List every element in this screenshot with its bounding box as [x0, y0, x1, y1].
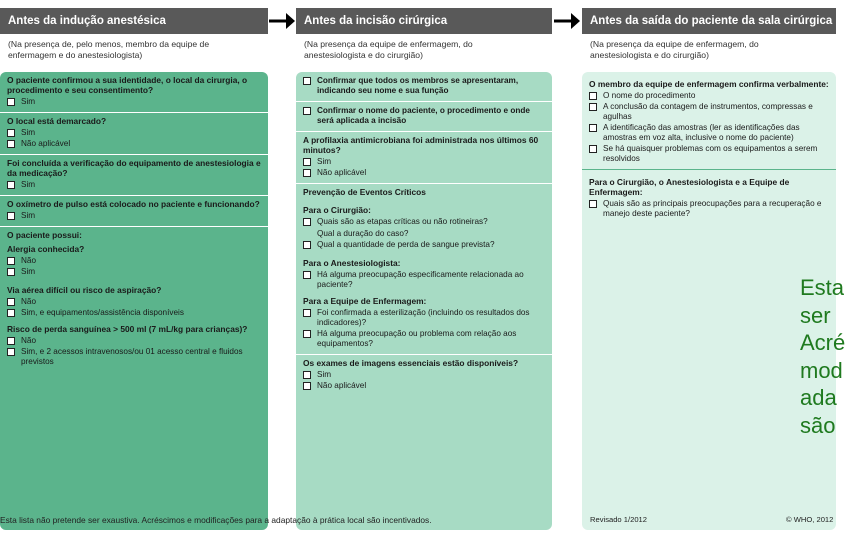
option	[303, 240, 545, 250]
question: O membro da equipe de enfermagem confirma verbalmente:	[589, 79, 829, 89]
section-title: Prevenção de Eventos Críticos	[303, 187, 426, 197]
question: Para o Cirurgião, o Anestesiologista e a Equipe de Enfermagem:	[589, 177, 790, 197]
checkbox[interactable]	[589, 92, 597, 100]
question: A profilaxia antimicrobiana foi administrada nos últimos 60 minutos?	[303, 135, 539, 155]
sub-question: Risco de perda sanguínea > 500 ml (7 mL/kg para crianças)?	[7, 324, 248, 334]
column2-subtitle: (Na presença da equipe de enfermagem, do anestesiologista e do cirurgião)	[304, 39, 473, 60]
option-label: Sim, e 2 acessos intravenosos/ou 01 acesso central e fluidos previstos	[21, 347, 243, 366]
overlay-line: ada	[800, 385, 837, 410]
option	[303, 329, 545, 349]
overlay-line: mod	[800, 357, 843, 383]
checkbox[interactable]	[7, 348, 15, 356]
option	[303, 168, 545, 178]
option-label: Qual a duração do caso?	[317, 229, 409, 238]
checkbox[interactable]	[7, 257, 15, 265]
option	[7, 336, 261, 346]
sub-question: Para o Cirurgião:	[303, 205, 371, 215]
checkbox[interactable]	[303, 382, 311, 390]
copyright-label: © WHO, 2012	[786, 515, 834, 524]
checkbox[interactable]	[7, 181, 15, 189]
option-label: Não	[21, 256, 37, 265]
option-label: Há alguma preocupação especificamente relacionada ao paciente?	[317, 270, 524, 289]
option-label: Quais são as etapas críticas ou não rotineiras?	[317, 217, 488, 226]
c1-section-identity	[0, 72, 268, 113]
option	[303, 270, 545, 290]
arrow-right-icon	[268, 10, 296, 32]
checkbox[interactable]	[303, 241, 311, 249]
checkbox[interactable]	[7, 98, 15, 106]
option-label: Sim	[21, 211, 36, 220]
option	[303, 217, 545, 227]
option	[589, 144, 829, 164]
option	[7, 139, 261, 149]
question: O paciente possui:	[7, 230, 82, 240]
option-label: A identificação das amostras (ler as identificações das amostras em voz alta, inclusive o nome do paciente)	[603, 123, 800, 142]
option	[589, 123, 829, 143]
checkbox[interactable]	[303, 218, 311, 226]
overlay-line: são	[800, 412, 836, 438]
checkbox[interactable]	[303, 158, 311, 166]
option-label: Sim, e equipamentos/assistência disponíveis	[21, 308, 184, 317]
option	[7, 297, 261, 307]
arrow-right-icon	[553, 10, 581, 32]
option	[7, 256, 261, 266]
option	[589, 102, 829, 122]
option	[7, 211, 261, 221]
option	[7, 308, 261, 318]
checkbox[interactable]	[303, 371, 311, 379]
option-label: Não	[21, 297, 37, 306]
checkbox[interactable]	[303, 77, 311, 85]
checkbox[interactable]	[303, 330, 311, 338]
revision-label: Revisado 1/2012	[590, 515, 647, 524]
checkbox[interactable]	[7, 140, 15, 148]
option-label: Qual a quantidade de perda de sangue prevista?	[317, 240, 495, 249]
option-label: Não aplicável	[317, 381, 367, 390]
checkbox[interactable]	[7, 337, 15, 345]
sub-question: Para a Equipe de Enfermagem:	[303, 296, 427, 306]
option	[303, 370, 545, 380]
c2-section-critical-events	[296, 184, 552, 355]
option	[303, 76, 545, 96]
c1-section-oximeter	[0, 196, 268, 227]
option-label: Quais são as principais preocupações para a recuperação e manejo deste paciente?	[603, 199, 822, 218]
overlay-line: Esta	[800, 275, 845, 300]
option	[303, 157, 545, 167]
checkbox[interactable]	[303, 309, 311, 317]
option-label: Sim	[317, 370, 332, 379]
option	[303, 106, 545, 126]
checkbox[interactable]	[7, 298, 15, 306]
c2-section-team	[296, 72, 552, 102]
checkbox[interactable]	[589, 200, 597, 208]
overlay-text	[800, 274, 851, 439]
option	[7, 128, 261, 138]
option-label: Sim	[21, 97, 36, 106]
c2-section-imaging	[296, 355, 552, 396]
option	[7, 347, 261, 367]
option-label: A conclusão da contagem de instrumentos, compressas e agulhas	[603, 102, 813, 121]
checkbox[interactable]	[7, 268, 15, 276]
option-label: Confirmar que todos os membros se apresentaram, indicando seu nome e sua função	[317, 76, 519, 95]
option	[7, 267, 261, 277]
option-label: Confirmar o nome do paciente, o procedimento e onde será aplicada a incisão	[317, 106, 530, 125]
option-label: Sim	[21, 128, 36, 137]
overlay-line: ser	[800, 302, 831, 328]
c1-section-site	[0, 113, 268, 155]
option-label: Não aplicável	[21, 139, 71, 148]
option-label: Sim	[21, 180, 36, 189]
c2-section-prophylaxis	[296, 132, 552, 184]
checkbox[interactable]	[589, 103, 597, 111]
question: O paciente confirmou a sua identidade, o local da cirurgia, o procedimento e seu consentimento?	[7, 75, 248, 95]
question: Os exames de imagens essenciais estão disponíveis?	[303, 358, 519, 368]
option-label: Sim	[317, 157, 332, 166]
option	[589, 199, 829, 219]
checkbox[interactable]	[589, 145, 597, 153]
checkbox[interactable]	[589, 124, 597, 132]
checkbox[interactable]	[303, 107, 311, 115]
option-label: Não	[21, 336, 37, 345]
question: Foi concluída a verificação do equipamento de anestesiologia e da medicação?	[7, 158, 261, 178]
question: O local está demarcado?	[7, 116, 107, 126]
column1-header: Antes da indução anestésica	[0, 8, 268, 34]
c1-section-equipment	[0, 155, 268, 196]
option-label: Há alguma preocupação ou problema com relação aos equipamentos?	[317, 329, 517, 348]
footer-note: Esta lista não pretende ser exaustiva. Acréscimos e modificações para a adaptação à prática local são incentivados.	[0, 515, 432, 525]
c3-section-recovery	[582, 170, 836, 224]
option-label: Não aplicável	[317, 168, 367, 177]
option-label: Sim	[21, 267, 36, 276]
option-label: O nome do procedimento	[603, 91, 696, 100]
checkbox[interactable]	[7, 212, 15, 220]
c3-section-verbal	[582, 72, 836, 170]
column3-panel	[582, 72, 836, 530]
checkbox[interactable]	[303, 271, 311, 279]
column3-header: Antes da saída do paciente da sala cirúrgica	[582, 8, 836, 34]
option	[7, 97, 261, 107]
option	[7, 180, 261, 190]
column1-subtitle: (Na presença de, pelo menos, membro da equipe de enfermagem e do anestesiologista)	[8, 39, 210, 60]
option-label: Se há quaisquer problemas com os equipamentos a serem resolvidos	[603, 144, 818, 163]
overlay-line: Acré	[800, 330, 846, 355]
c1-section-patient-has	[0, 227, 268, 372]
question: O oxímetro de pulso está colocado no paciente e funcionando?	[7, 199, 260, 209]
sub-question: Alergia conhecida?	[7, 244, 85, 254]
c2-section-patient	[296, 102, 552, 132]
checkbox[interactable]	[7, 129, 15, 137]
checkbox[interactable]	[303, 169, 311, 177]
sub-question: Para o Anestesiologista:	[303, 258, 401, 268]
option	[589, 91, 829, 101]
column2-panel	[296, 72, 552, 530]
option	[303, 308, 545, 328]
option	[303, 381, 545, 391]
column2-header: Antes da incisão cirúrgica	[296, 8, 552, 34]
sub-question: Via aérea difícil ou risco de aspiração?	[7, 285, 162, 295]
option-label: Foi confirmada a esterilização (incluindo os resultados dos indicadores)?	[317, 308, 530, 327]
column1-panel	[0, 72, 268, 530]
column3-subtitle: (Na presença da equipe de enfermagem, do anestesiologista e do cirurgião)	[590, 39, 759, 60]
checkbox[interactable]	[7, 309, 15, 317]
